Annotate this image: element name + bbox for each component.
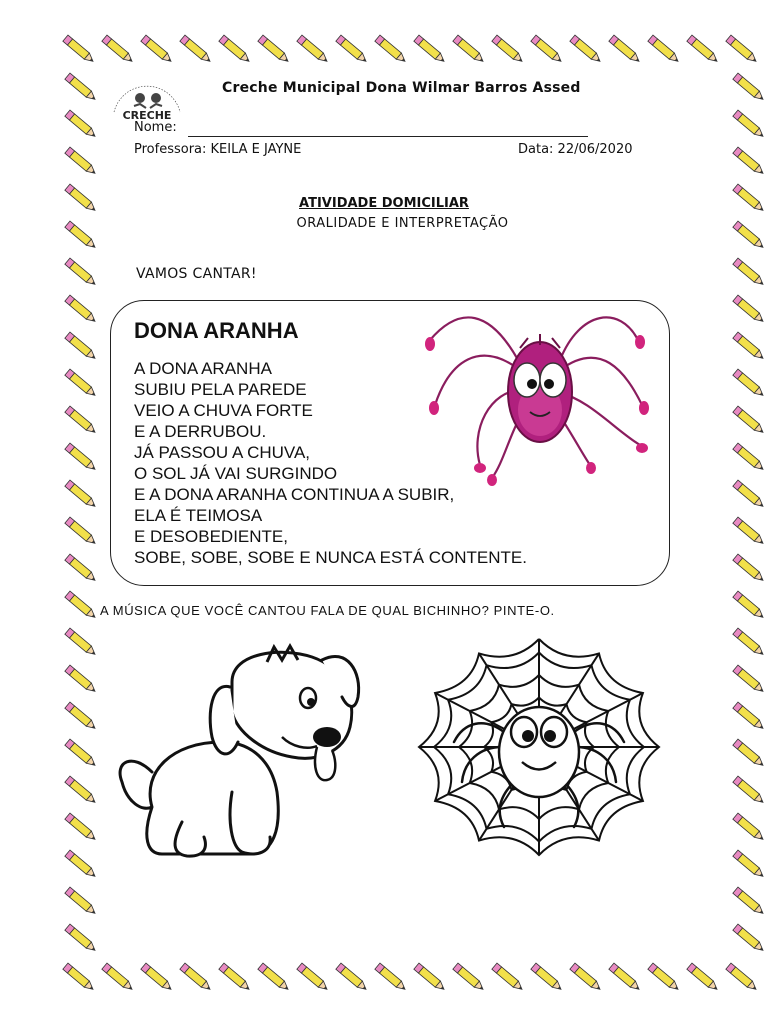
pencil-icon <box>648 35 681 64</box>
activity-prompt: VAMOS CANTAR! <box>136 266 257 282</box>
lyric-line: VEIO A CHUVA FORTE <box>134 401 313 420</box>
pencil-icon <box>65 258 98 287</box>
pencil-icon <box>726 35 759 64</box>
lyric-line: A DONA ARANHA <box>134 359 272 378</box>
pencil-icon <box>258 35 291 64</box>
pencil-icon <box>648 963 681 992</box>
pencil-icon <box>492 963 525 992</box>
pencil-icon <box>733 369 766 398</box>
pencil-icon <box>65 406 98 435</box>
pencil-icon <box>180 35 213 64</box>
pencil-icon <box>336 963 369 992</box>
pencil-icon <box>297 963 330 992</box>
pencil-icon <box>65 443 98 472</box>
pencil-icon <box>733 887 766 916</box>
pencil-icon <box>65 702 98 731</box>
pencil-icon <box>63 963 96 992</box>
pencil-icon <box>65 591 98 620</box>
pencil-icon <box>65 73 98 102</box>
name-label: Nome: <box>134 120 177 135</box>
pencil-icon <box>65 739 98 768</box>
question-text: A MÚSICA QUE VOCÊ CANTOU FALA DE QUAL BICHINHO? PINTE-O. <box>100 603 555 618</box>
pencil-icon <box>733 776 766 805</box>
name-field-line[interactable] <box>188 136 588 137</box>
pencil-icon <box>453 963 486 992</box>
pencil-icon <box>65 110 98 139</box>
activity-subtitle: ORALIDADE E INTERPRETAÇÃO <box>296 216 509 231</box>
pencil-icon <box>65 554 98 583</box>
lyric-line: E A DERRUBOU. <box>134 422 267 441</box>
pencil-icon <box>453 35 486 64</box>
pencil-icon <box>531 963 564 992</box>
pencil-icon <box>733 147 766 176</box>
logo-text: CRECHE <box>122 109 172 122</box>
pencil-icon <box>733 739 766 768</box>
pencil-icon <box>65 147 98 176</box>
pencil-icon <box>141 35 174 64</box>
pencil-icon <box>65 887 98 916</box>
lyric-line: E A DONA ARANHA CONTINUA A SUBIR, <box>134 485 455 504</box>
pencil-icon <box>733 443 766 472</box>
pencil-icon <box>65 517 98 546</box>
pencil-icon <box>65 369 98 398</box>
pencil-icon <box>65 924 98 953</box>
pencil-icon <box>609 963 642 992</box>
pencil-icon <box>570 963 603 992</box>
pencil-icon <box>65 295 98 324</box>
lyric-line: O SOL JÁ VAI SURGINDO <box>134 464 338 483</box>
pencil-icon <box>733 332 766 361</box>
teacher-label: Professora: KEILA E JAYNE <box>134 142 302 157</box>
pencil-icon <box>733 665 766 694</box>
pencil-icon <box>414 963 447 992</box>
pencil-icon <box>733 73 766 102</box>
pencil-icon <box>375 35 408 64</box>
pencil-icon <box>570 35 603 64</box>
pencil-icon <box>414 35 447 64</box>
pencil-icon <box>258 963 291 992</box>
pencil-icon <box>733 702 766 731</box>
pencil-icon <box>726 963 759 992</box>
pencil-icon <box>687 963 720 992</box>
pencil-icon <box>180 963 213 992</box>
pencil-icon <box>336 35 369 64</box>
pencil-icon <box>492 35 525 64</box>
pencil-icon <box>733 628 766 657</box>
pencil-icon <box>375 963 408 992</box>
lyric-line: ELA É TEIMOSA <box>134 506 263 525</box>
dog-icon[interactable] <box>112 642 372 870</box>
pencil-icon <box>733 406 766 435</box>
pencil-icon <box>733 480 766 509</box>
pencil-icon <box>733 813 766 842</box>
pencil-icon <box>687 35 720 64</box>
spider-web-icon[interactable] <box>404 622 674 862</box>
pencil-icon <box>65 776 98 805</box>
pencil-icon <box>733 591 766 620</box>
pencil-icon <box>102 963 135 992</box>
pencil-icon <box>297 35 330 64</box>
pencil-icon <box>733 850 766 879</box>
pencil-icon <box>63 35 96 64</box>
pencil-icon <box>733 295 766 324</box>
pencil-icon <box>141 963 174 992</box>
pencil-icon <box>733 110 766 139</box>
pencil-icon <box>65 665 98 694</box>
pencil-icon <box>65 628 98 657</box>
date-label: Data: 22/06/2020 <box>518 142 633 157</box>
pencil-icon <box>219 35 252 64</box>
pencil-icon <box>65 332 98 361</box>
spider-icon <box>410 300 660 490</box>
school-name: Creche Municipal Dona Wilmar Barros Assed <box>222 80 581 96</box>
pencil-icon <box>733 554 766 583</box>
song-title: DONA ARANHA <box>134 318 299 343</box>
pencil-icon <box>733 517 766 546</box>
pencil-icon <box>531 35 564 64</box>
pencil-icon <box>219 963 252 992</box>
lyric-line: JÁ PASSOU A CHUVA, <box>134 443 311 462</box>
pencil-icon <box>102 35 135 64</box>
lyric-line: SUBIU PELA PAREDE <box>134 380 307 399</box>
lyric-line: SOBE, SOBE, SOBE E NUNCA ESTÁ CONTENTE. <box>134 548 527 567</box>
pencil-icon <box>65 850 98 879</box>
pencil-icon <box>733 924 766 953</box>
pencil-icon <box>65 480 98 509</box>
lyric-line: E DESOBEDIENTE, <box>134 527 288 546</box>
pencil-icon <box>65 813 98 842</box>
pencil-icon <box>733 258 766 287</box>
pencil-icon <box>609 35 642 64</box>
activity-title: ATIVIDADE DOMICILIAR <box>299 196 469 211</box>
